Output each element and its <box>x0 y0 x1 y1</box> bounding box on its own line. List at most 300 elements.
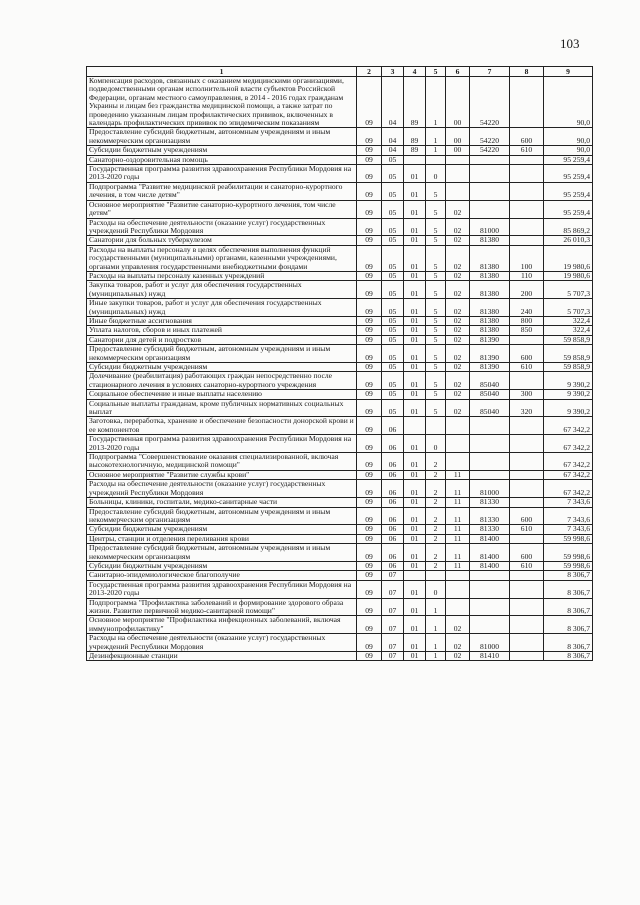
row-name: Субсидии бюджетным учреждениям <box>87 363 357 372</box>
code-ministry: 09 <box>357 128 382 146</box>
code-ministry: 09 <box>357 598 382 616</box>
row-amount: 8 306,7 <box>544 571 593 580</box>
table-row <box>87 399 593 417</box>
code-program: 01 <box>404 598 426 616</box>
code-direction: 81400 <box>470 534 510 543</box>
code-direction <box>470 417 510 435</box>
code-section: 06 <box>382 417 404 435</box>
code-section: 04 <box>382 146 404 155</box>
code-direction: 81390 <box>470 335 510 344</box>
code-direction: 81380 <box>470 271 510 280</box>
code-direction <box>470 616 510 634</box>
code-ministry: 09 <box>357 652 382 661</box>
code-measure: 02 <box>446 634 470 652</box>
code-direction: 54220 <box>470 77 510 128</box>
code-measure: 02 <box>446 616 470 634</box>
code-measure <box>446 435 470 453</box>
code-section: 05 <box>382 345 404 363</box>
table-row <box>87 326 593 335</box>
row-amount: 59 858,9 <box>544 345 593 363</box>
code-ministry: 09 <box>357 200 382 218</box>
code-section: 07 <box>382 571 404 580</box>
code-measure <box>446 571 470 580</box>
code-expense-type: 850 <box>510 326 544 335</box>
header-cell: 4 <box>404 67 426 77</box>
row-name: Санатории для детей и подростков <box>87 335 357 344</box>
row-name: Основное мероприятие "Развитие санаторно-курортного лечения, том числе детям" <box>87 200 357 218</box>
code-ministry: 09 <box>357 245 382 271</box>
code-program: 01 <box>404 580 426 598</box>
code-section: 05 <box>382 326 404 335</box>
code-section: 06 <box>382 470 404 479</box>
code-program: 01 <box>404 182 426 200</box>
code-measure: 02 <box>446 335 470 344</box>
code-subprogram: 5 <box>426 271 446 280</box>
code-measure <box>446 453 470 471</box>
code-direction <box>470 453 510 471</box>
code-expense-type: 610 <box>510 525 544 534</box>
code-direction: 81000 <box>470 634 510 652</box>
code-section: 05 <box>382 299 404 317</box>
code-expense-type <box>510 498 544 507</box>
row-amount: 59 858,9 <box>544 335 593 344</box>
code-measure: 11 <box>446 498 470 507</box>
code-ministry: 09 <box>357 326 382 335</box>
row-name: Подпрограмма "Профилактика заболеваний и формирование здорового образа жизни. Развитие первичной медико-санитарной помощи" <box>87 598 357 616</box>
code-direction: 81390 <box>470 345 510 363</box>
row-name: Государственная программа развития здравоохранения Республики Мордовия на 2013-2020 годы <box>87 165 357 183</box>
code-direction: 85040 <box>470 390 510 399</box>
code-measure: 02 <box>446 218 470 236</box>
table-row <box>87 534 593 543</box>
code-ministry: 09 <box>357 616 382 634</box>
table-row <box>87 345 593 363</box>
code-direction: 81400 <box>470 544 510 562</box>
code-direction <box>470 571 510 580</box>
row-amount: 5 707,3 <box>544 299 593 317</box>
code-section: 06 <box>382 525 404 534</box>
header-cell: 2 <box>357 67 382 77</box>
code-ministry: 09 <box>357 561 382 570</box>
code-program: 01 <box>404 507 426 525</box>
code-expense-type: 600 <box>510 345 544 363</box>
code-direction: 81400 <box>470 561 510 570</box>
code-program: 01 <box>404 399 426 417</box>
code-subprogram: 1 <box>426 616 446 634</box>
code-program: 01 <box>404 218 426 236</box>
code-ministry: 09 <box>357 417 382 435</box>
code-measure: 02 <box>446 316 470 325</box>
code-expense-type <box>510 335 544 344</box>
code-ministry: 09 <box>357 146 382 155</box>
code-ministry: 09 <box>357 453 382 471</box>
code-ministry: 09 <box>357 399 382 417</box>
row-name: Больницы, клиники, госпитали, медико-санитарные части <box>87 498 357 507</box>
code-measure: 02 <box>446 299 470 317</box>
code-direction <box>470 598 510 616</box>
code-subprogram: 1 <box>426 146 446 155</box>
code-measure <box>446 165 470 183</box>
code-program: 01 <box>404 345 426 363</box>
code-expense-type: 600 <box>510 544 544 562</box>
code-ministry: 09 <box>357 218 382 236</box>
code-subprogram: 2 <box>426 498 446 507</box>
code-measure: 02 <box>446 345 470 363</box>
code-expense-type <box>510 470 544 479</box>
row-name: Предоставление субсидий бюджетным, автономным учреждениям и иным некоммерческим организациям <box>87 507 357 525</box>
code-expense-type: 800 <box>510 316 544 325</box>
row-amount: 95 259,4 <box>544 182 593 200</box>
code-ministry: 09 <box>357 634 382 652</box>
code-ministry: 09 <box>357 281 382 299</box>
code-expense-type <box>510 580 544 598</box>
row-amount: 95 259,4 <box>544 200 593 218</box>
code-subprogram: 1 <box>426 598 446 616</box>
code-program <box>404 417 426 435</box>
code-measure: 02 <box>446 363 470 372</box>
code-program: 89 <box>404 77 426 128</box>
table-header-row <box>87 67 593 77</box>
code-ministry: 09 <box>357 534 382 543</box>
code-section: 06 <box>382 435 404 453</box>
code-subprogram: 5 <box>426 182 446 200</box>
code-measure: 02 <box>446 281 470 299</box>
code-expense-type: 600 <box>510 128 544 146</box>
code-direction: 81380 <box>470 245 510 271</box>
row-amount: 67 342,2 <box>544 417 593 435</box>
code-subprogram: 5 <box>426 326 446 335</box>
code-program: 01 <box>404 616 426 634</box>
code-measure: 11 <box>446 480 470 498</box>
table-row <box>87 634 593 652</box>
row-amount: 8 306,7 <box>544 652 593 661</box>
row-name: Предоставление субсидий бюджетным, автономным учреждениям и иным некоммерческим организациям <box>87 128 357 146</box>
code-subprogram: 5 <box>426 245 446 271</box>
row-amount: 8 306,7 <box>544 634 593 652</box>
row-amount: 322,4 <box>544 326 593 335</box>
code-measure: 00 <box>446 146 470 155</box>
code-direction: 54220 <box>470 146 510 155</box>
code-subprogram: 0 <box>426 580 446 598</box>
code-subprogram: 2 <box>426 525 446 534</box>
code-program: 01 <box>404 335 426 344</box>
code-section: 07 <box>382 580 404 598</box>
code-program: 01 <box>404 652 426 661</box>
code-expense-type: 110 <box>510 271 544 280</box>
row-name: Субсидии бюджетным учреждениям <box>87 525 357 534</box>
code-direction: 81390 <box>470 363 510 372</box>
code-direction <box>470 165 510 183</box>
code-measure <box>446 155 470 164</box>
code-section: 06 <box>382 480 404 498</box>
code-subprogram: 2 <box>426 544 446 562</box>
code-ministry: 09 <box>357 236 382 245</box>
row-amount: 7 343,6 <box>544 498 593 507</box>
code-section: 05 <box>382 281 404 299</box>
code-program <box>404 155 426 164</box>
row-amount: 19 980,6 <box>544 245 593 271</box>
row-name: Расходы на выплаты персоналу в целях обеспечения выполнения функций государственными (муниципальными) органами, казенными учреждениями, органами управления государственными внебюджетными фондами <box>87 245 357 271</box>
code-program: 01 <box>404 271 426 280</box>
code-measure: 02 <box>446 372 470 390</box>
code-expense-type <box>510 571 544 580</box>
header-cell: 7 <box>470 67 510 77</box>
code-expense-type <box>510 417 544 435</box>
code-program: 01 <box>404 200 426 218</box>
code-ministry: 09 <box>357 480 382 498</box>
table-row <box>87 128 593 146</box>
code-ministry: 09 <box>357 155 382 164</box>
row-name: Уплата налогов, сборов и иных платежей <box>87 326 357 335</box>
table-row <box>87 480 593 498</box>
row-amount: 85 869,2 <box>544 218 593 236</box>
row-name: Расходы на обеспечение деятельности (оказание услуг) государственных учреждений Республики Мордовия <box>87 480 357 498</box>
code-measure: 11 <box>446 534 470 543</box>
code-section: 05 <box>382 182 404 200</box>
row-name: Социальные выплаты гражданам, кроме публичных нормативных социальных выплат <box>87 399 357 417</box>
table-row <box>87 616 593 634</box>
code-expense-type: 610 <box>510 363 544 372</box>
code-ministry: 09 <box>357 363 382 372</box>
table-row <box>87 507 593 525</box>
code-section: 05 <box>382 271 404 280</box>
code-subprogram: 5 <box>426 218 446 236</box>
row-name: Санаторно-оздоровительная помощь <box>87 155 357 164</box>
code-program: 89 <box>404 128 426 146</box>
row-name: Предоставление субсидий бюджетным, автономным учреждениям и иным некоммерческим организациям <box>87 345 357 363</box>
row-amount: 67 342,2 <box>544 480 593 498</box>
code-program <box>404 571 426 580</box>
code-section: 06 <box>382 534 404 543</box>
table-row <box>87 417 593 435</box>
code-subprogram: 5 <box>426 399 446 417</box>
code-measure: 02 <box>446 652 470 661</box>
code-subprogram: 1 <box>426 634 446 652</box>
table-row <box>87 271 593 280</box>
code-expense-type: 610 <box>510 561 544 570</box>
table-row <box>87 561 593 570</box>
table-row <box>87 299 593 317</box>
code-measure: 02 <box>446 245 470 271</box>
row-amount: 5 707,3 <box>544 281 593 299</box>
row-name: Подпрограмма "Совершенствование оказания специализированной, включая высокотехнологичную, медицинской помощи" <box>87 453 357 471</box>
code-measure: 11 <box>446 544 470 562</box>
code-section: 07 <box>382 652 404 661</box>
code-measure: 11 <box>446 470 470 479</box>
code-expense-type <box>510 634 544 652</box>
table-row <box>87 363 593 372</box>
table-row <box>87 146 593 155</box>
header-cell: 1 <box>87 67 357 77</box>
code-section: 06 <box>382 544 404 562</box>
row-amount: 59 858,9 <box>544 363 593 372</box>
code-section: 06 <box>382 561 404 570</box>
row-amount: 67 342,2 <box>544 470 593 479</box>
code-ministry: 09 <box>357 390 382 399</box>
header-cell: 9 <box>544 67 593 77</box>
code-ministry: 09 <box>357 335 382 344</box>
code-expense-type <box>510 616 544 634</box>
code-expense-type <box>510 480 544 498</box>
row-name: Иные бюджетные ассигнования <box>87 316 357 325</box>
code-section: 05 <box>382 390 404 399</box>
code-subprogram: 5 <box>426 390 446 399</box>
table-row <box>87 200 593 218</box>
code-measure: 00 <box>446 128 470 146</box>
table-row <box>87 316 593 325</box>
row-name: Компенсация расходов, связанных с оказанием медицинскими организациями, подведомственными органам исполнительной власти субъектов Российской Федерации, органам местного самоуправления, в 2014 - 2016 годах гражданам Украины и лицам без гражданства медицинской помощи, а также затрат по проведению указанным лицам профилактических прививок, включенных в календарь профилактических прививок по эпидемическим показаниям <box>87 77 357 128</box>
code-expense-type: 300 <box>510 390 544 399</box>
page-number: 103 <box>560 36 580 51</box>
code-program: 01 <box>404 236 426 245</box>
code-section: 06 <box>382 507 404 525</box>
code-ministry: 09 <box>357 435 382 453</box>
code-section: 05 <box>382 218 404 236</box>
row-name: Расходы на обеспечение деятельности (оказание услуг) государственных учреждений Республики Мордовия <box>87 218 357 236</box>
code-program: 01 <box>404 372 426 390</box>
row-amount: 95 259,4 <box>544 165 593 183</box>
code-subprogram: 0 <box>426 435 446 453</box>
code-program: 01 <box>404 316 426 325</box>
row-name: Основное мероприятие "Профилактика инфекционных заболеваний, включая иммунопрофилактику" <box>87 616 357 634</box>
code-subprogram: 1 <box>426 128 446 146</box>
code-subprogram: 0 <box>426 165 446 183</box>
code-expense-type <box>510 218 544 236</box>
table-row <box>87 218 593 236</box>
code-subprogram: 2 <box>426 480 446 498</box>
row-amount: 59 998,6 <box>544 534 593 543</box>
code-expense-type: 240 <box>510 299 544 317</box>
code-subprogram: 1 <box>426 652 446 661</box>
code-section: 05 <box>382 363 404 372</box>
code-measure: 02 <box>446 271 470 280</box>
row-amount: 90,0 <box>544 128 593 146</box>
code-expense-type <box>510 200 544 218</box>
code-program: 01 <box>404 634 426 652</box>
code-program: 01 <box>404 299 426 317</box>
row-name: Социальное обеспечение и иные выплаты населению <box>87 390 357 399</box>
code-ministry: 09 <box>357 470 382 479</box>
table-row <box>87 390 593 399</box>
table-body <box>87 77 593 661</box>
code-direction: 81380 <box>470 299 510 317</box>
code-ministry: 09 <box>357 165 382 183</box>
row-amount: 19 980,6 <box>544 271 593 280</box>
code-expense-type <box>510 652 544 661</box>
code-subprogram: 2 <box>426 507 446 525</box>
code-section: 05 <box>382 335 404 344</box>
code-program: 01 <box>404 561 426 570</box>
code-section: 06 <box>382 498 404 507</box>
code-measure: 11 <box>446 507 470 525</box>
row-amount: 8 306,7 <box>544 616 593 634</box>
code-subprogram <box>426 155 446 164</box>
code-direction <box>470 470 510 479</box>
table-row <box>87 372 593 390</box>
code-direction: 81410 <box>470 652 510 661</box>
table-row <box>87 652 593 661</box>
row-name: Подпрограмма "Развитие медицинской реабилитации и санаторно-курортного лечения, в том числе детям" <box>87 182 357 200</box>
code-section: 06 <box>382 453 404 471</box>
code-expense-type <box>510 155 544 164</box>
code-subprogram: 2 <box>426 534 446 543</box>
code-ministry: 09 <box>357 498 382 507</box>
code-direction: 81380 <box>470 281 510 299</box>
code-program: 01 <box>404 480 426 498</box>
row-name: Государственная программа развития здравоохранения Республики Мордовия на 2013-2020 годы <box>87 580 357 598</box>
row-amount: 67 342,2 <box>544 435 593 453</box>
row-name: Санатории для больных туберкулезом <box>87 236 357 245</box>
code-subprogram <box>426 571 446 580</box>
code-section: 05 <box>382 236 404 245</box>
row-amount: 322,4 <box>544 316 593 325</box>
code-direction <box>470 580 510 598</box>
row-amount: 59 998,6 <box>544 544 593 562</box>
code-program: 01 <box>404 534 426 543</box>
code-subprogram: 2 <box>426 470 446 479</box>
code-subprogram: 5 <box>426 316 446 325</box>
table-row <box>87 77 593 128</box>
code-program: 01 <box>404 165 426 183</box>
code-subprogram: 5 <box>426 372 446 390</box>
code-measure <box>446 598 470 616</box>
row-amount: 95 259,4 <box>544 155 593 164</box>
code-direction <box>470 182 510 200</box>
code-measure: 00 <box>446 77 470 128</box>
code-direction: 81000 <box>470 218 510 236</box>
code-subprogram: 1 <box>426 77 446 128</box>
code-subprogram: 5 <box>426 281 446 299</box>
row-name: Субсидии бюджетным учреждениям <box>87 146 357 155</box>
code-program: 01 <box>404 245 426 271</box>
code-expense-type: 600 <box>510 507 544 525</box>
table-row <box>87 571 593 580</box>
code-expense-type: 610 <box>510 146 544 155</box>
code-expense-type <box>510 598 544 616</box>
code-program: 01 <box>404 525 426 534</box>
row-amount: 8 306,7 <box>544 598 593 616</box>
row-name: Заготовка, переработка, хранение и обеспечение безопасности донорской крови и ее компонентов <box>87 417 357 435</box>
code-expense-type: 320 <box>510 399 544 417</box>
table-row <box>87 335 593 344</box>
code-ministry: 09 <box>357 182 382 200</box>
table-row <box>87 435 593 453</box>
code-measure: 11 <box>446 525 470 534</box>
code-direction: 81380 <box>470 326 510 335</box>
code-program: 01 <box>404 281 426 299</box>
header-cell: 6 <box>446 67 470 77</box>
table-row <box>87 470 593 479</box>
row-amount: 9 390,2 <box>544 399 593 417</box>
row-name: Основное мероприятие "Развитие службы крови" <box>87 470 357 479</box>
code-section: 05 <box>382 245 404 271</box>
code-section: 04 <box>382 128 404 146</box>
table-row <box>87 498 593 507</box>
code-direction: 85040 <box>470 372 510 390</box>
table-row <box>87 236 593 245</box>
code-expense-type <box>510 77 544 128</box>
table-row <box>87 580 593 598</box>
code-program: 01 <box>404 363 426 372</box>
code-direction <box>470 435 510 453</box>
table-row <box>87 155 593 164</box>
code-program: 01 <box>404 453 426 471</box>
code-direction: 81380 <box>470 236 510 245</box>
row-name: Государственная программа развития здравоохранения Республики Мордовия на 2013-2020 годы <box>87 435 357 453</box>
row-name: Расходы на выплаты персоналу казенных учреждений <box>87 271 357 280</box>
table-row <box>87 281 593 299</box>
code-program: 89 <box>404 146 426 155</box>
